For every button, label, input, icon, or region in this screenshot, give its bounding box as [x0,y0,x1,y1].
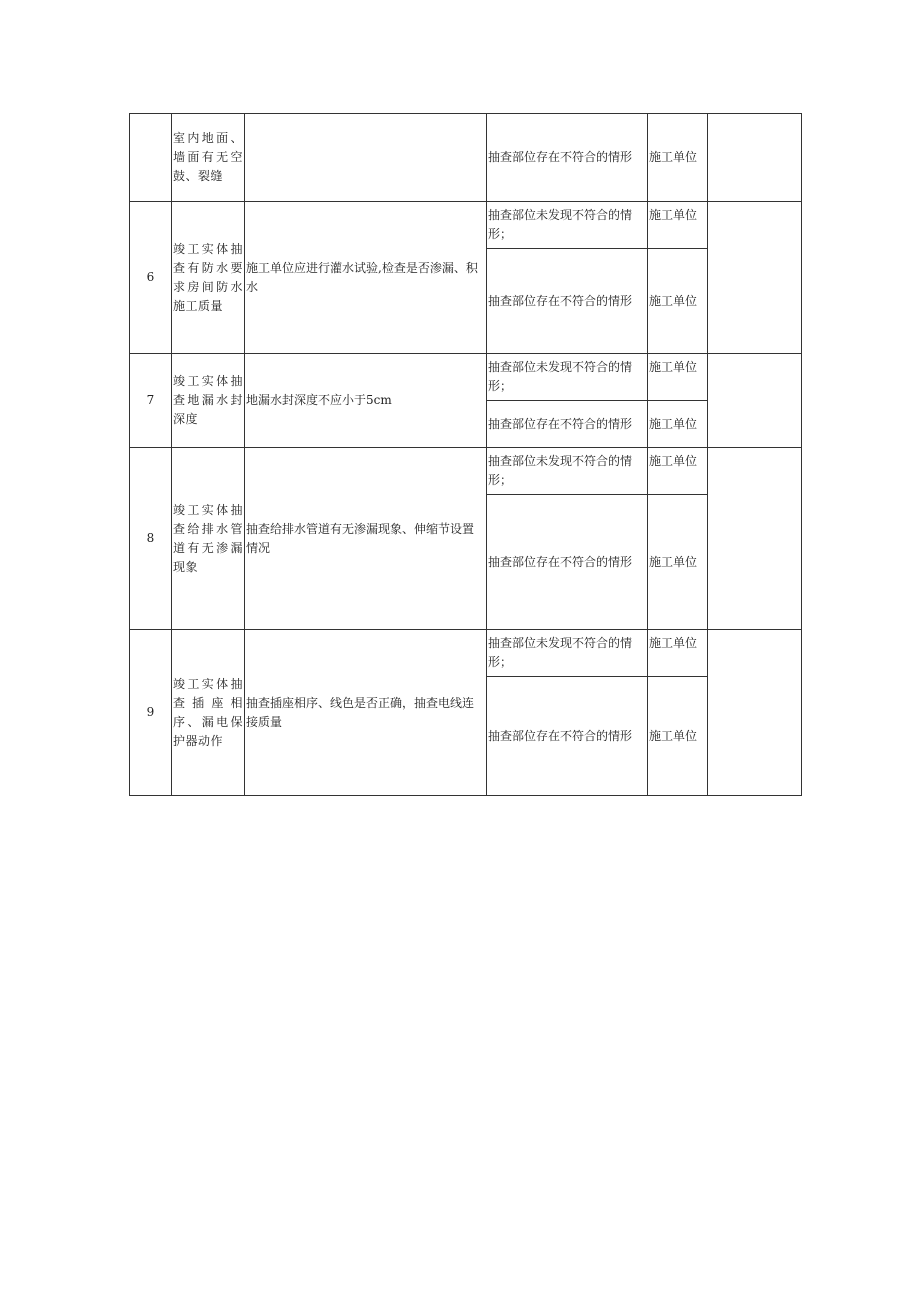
responsible-party: 施工单位 [648,401,708,448]
responsible-party: 施工单位 [648,677,708,796]
table-row [130,114,802,202]
condition-text: 抽查部位未发现不符合的情形； [487,354,648,401]
row-number: 9 [130,630,172,796]
row-number: 6 [130,202,172,354]
row-number: 8 [130,448,172,630]
inspection-item: 竣工实体抽查插座相序、漏电保护器动作 [172,630,245,796]
remark-cell [708,114,802,202]
inspection-table [129,113,802,796]
inspection-requirement: 抽查给排水管道有无渗漏现象、伸缩节设置情况 [245,448,487,630]
row-number [130,114,172,202]
table-row [130,448,802,495]
condition-text: 抽查部位存在不符合的情形 [487,495,648,630]
inspection-item: 竣工实体抽查地漏水封深度 [172,354,245,448]
inspection-item: 竣工实体抽查有防水要求房间防水施工质量 [172,202,245,354]
condition-text: 抽查部位未发现不符合的情形； [487,630,648,677]
inspection-item: 室内地面、墙面有无空鼓、裂缝 [172,114,245,202]
responsible-party: 施工单位 [648,202,708,249]
condition-text: 抽查部位存在不符合的情形 [487,249,648,354]
inspection-requirement: 抽查插座相序、线色是否正确，抽查电线连接质量 [245,630,487,796]
responsible-party: 施工单位 [648,354,708,401]
table-row [130,354,802,401]
remark-cell [708,448,802,630]
remark-cell [708,202,802,354]
responsible-party: 施工单位 [648,448,708,495]
condition-text: 抽查部位未发现不符合的情形； [487,202,648,249]
inspection-requirement: 施工单位应进行灌水试验,检查是否渗漏、积水 [245,202,487,354]
responsible-party: 施工单位 [648,114,708,202]
condition-text: 抽查部位存在不符合的情形 [487,677,648,796]
condition-text: 抽查部位存在不符合的情形 [487,401,648,448]
row-number: 7 [130,354,172,448]
table-row [130,630,802,677]
inspection-requirement: 地漏水封深度不应小于5cm [245,354,487,448]
condition-text: 抽查部位未发现不符合的情形； [487,448,648,495]
remark-cell [708,354,802,448]
responsible-party: 施工单位 [648,249,708,354]
remark-cell [708,630,802,796]
responsible-party: 施工单位 [648,630,708,677]
table-row [130,202,802,249]
condition-text: 抽查部位存在不符合的情形 [487,114,648,202]
inspection-requirement [245,114,487,202]
responsible-party: 施工单位 [648,495,708,630]
inspection-item: 竣工实体抽查给排水管道有无渗漏现象 [172,448,245,630]
